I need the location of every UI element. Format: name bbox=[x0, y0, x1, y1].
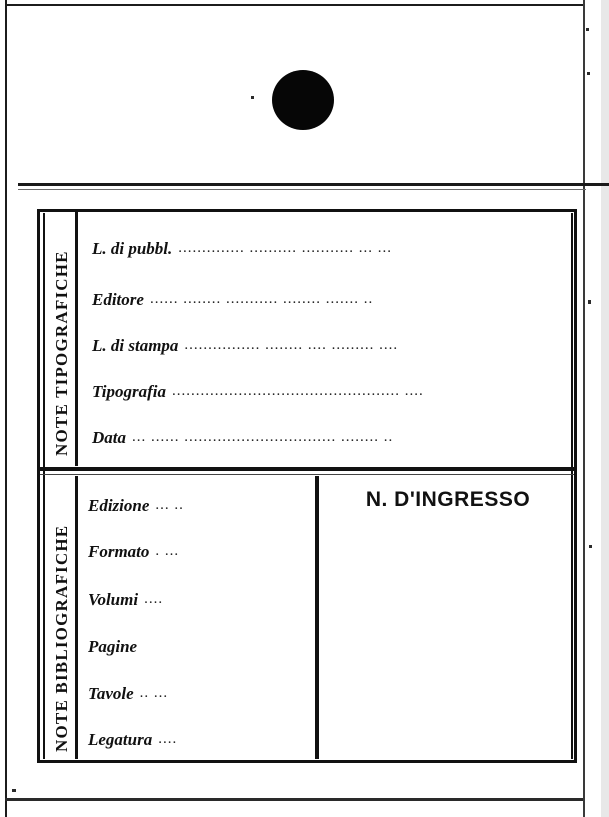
typographic-label-rule bbox=[75, 212, 78, 466]
field-row-data[interactable] bbox=[92, 428, 554, 452]
page-edge-bottom bbox=[5, 798, 585, 801]
field-label-legatura: Legatura bbox=[88, 730, 153, 749]
punch-hole bbox=[272, 70, 334, 130]
field-label-editore: Editore bbox=[92, 290, 144, 309]
page-edge-left bbox=[5, 0, 7, 817]
entry-number-label: N. D'INGRESSO bbox=[365, 488, 531, 511]
field-label-l-di-pubbl: L. di pubbl. bbox=[92, 239, 173, 258]
field-leader-formato: . ... bbox=[155, 543, 180, 559]
field-leader-data: ... ...... ................................ ........ .. bbox=[132, 429, 394, 445]
field-row-l-di-pubbl[interactable] bbox=[92, 239, 554, 263]
field-row-editore[interactable] bbox=[92, 290, 554, 314]
form-section-divider-secondary bbox=[40, 474, 574, 475]
field-row-tipografia[interactable] bbox=[92, 382, 554, 406]
field-leader-l-di-stampa: ................ ........ .... ......... .... bbox=[184, 337, 399, 353]
field-row-formato[interactable] bbox=[88, 542, 293, 566]
section-label-typographic: NOTE TIPOGRAFICHE bbox=[52, 250, 71, 456]
field-leader-editore: ...... ........ ........... ........ ....... .. bbox=[149, 291, 374, 307]
field-label-tipografia: Tipografia bbox=[92, 382, 166, 401]
field-label-edizione: Edizione bbox=[88, 496, 150, 515]
field-label-tavole: Tavole bbox=[88, 684, 134, 703]
field-label-data: Data bbox=[92, 428, 126, 447]
section-label-bibliographic: NOTE BIBLIOGRAFICHE bbox=[52, 524, 71, 752]
field-row-l-di-stampa[interactable] bbox=[92, 336, 554, 360]
fold-line bbox=[18, 183, 609, 186]
scan-speck bbox=[588, 300, 591, 304]
field-row-legatura[interactable] bbox=[88, 730, 293, 754]
field-label-l-di-stampa: L. di stampa bbox=[92, 336, 179, 355]
scan-speck bbox=[251, 96, 254, 99]
page-edge-right-inner bbox=[583, 0, 585, 817]
page-edge-top bbox=[5, 4, 585, 6]
entry-number-cell-rule bbox=[315, 476, 319, 759]
field-leader-volumi: .... bbox=[144, 591, 164, 607]
field-leader-tipografia: ................................................ .... bbox=[171, 383, 424, 399]
page-edge-right-outer bbox=[601, 0, 609, 817]
field-row-tavole[interactable] bbox=[88, 684, 293, 708]
bibliographic-label-rule bbox=[75, 476, 78, 759]
field-leader-legatura: .... bbox=[158, 731, 178, 747]
form-section-divider bbox=[40, 467, 574, 471]
field-row-volumi[interactable] bbox=[88, 590, 293, 614]
fold-line-secondary bbox=[18, 189, 586, 190]
scan-speck bbox=[586, 28, 589, 31]
field-leader-edizione: ... .. bbox=[155, 497, 184, 513]
scan-speck bbox=[589, 545, 592, 548]
field-label-formato: Formato bbox=[88, 542, 150, 561]
field-leader-l-di-pubbl: .............. .......... ........... ... ... bbox=[178, 240, 393, 256]
field-label-volumi: Volumi bbox=[88, 590, 139, 609]
field-leader-tavole: .. ... bbox=[139, 685, 169, 701]
field-label-pagine: Pagine bbox=[88, 637, 138, 656]
field-row-edizione[interactable] bbox=[88, 496, 293, 520]
scan-speck bbox=[587, 72, 590, 75]
scan-speck bbox=[12, 789, 16, 792]
form-table-inner-left-rule bbox=[43, 213, 45, 759]
field-row-pagine[interactable] bbox=[88, 637, 293, 661]
form-table-inner-right-rule bbox=[571, 213, 573, 759]
